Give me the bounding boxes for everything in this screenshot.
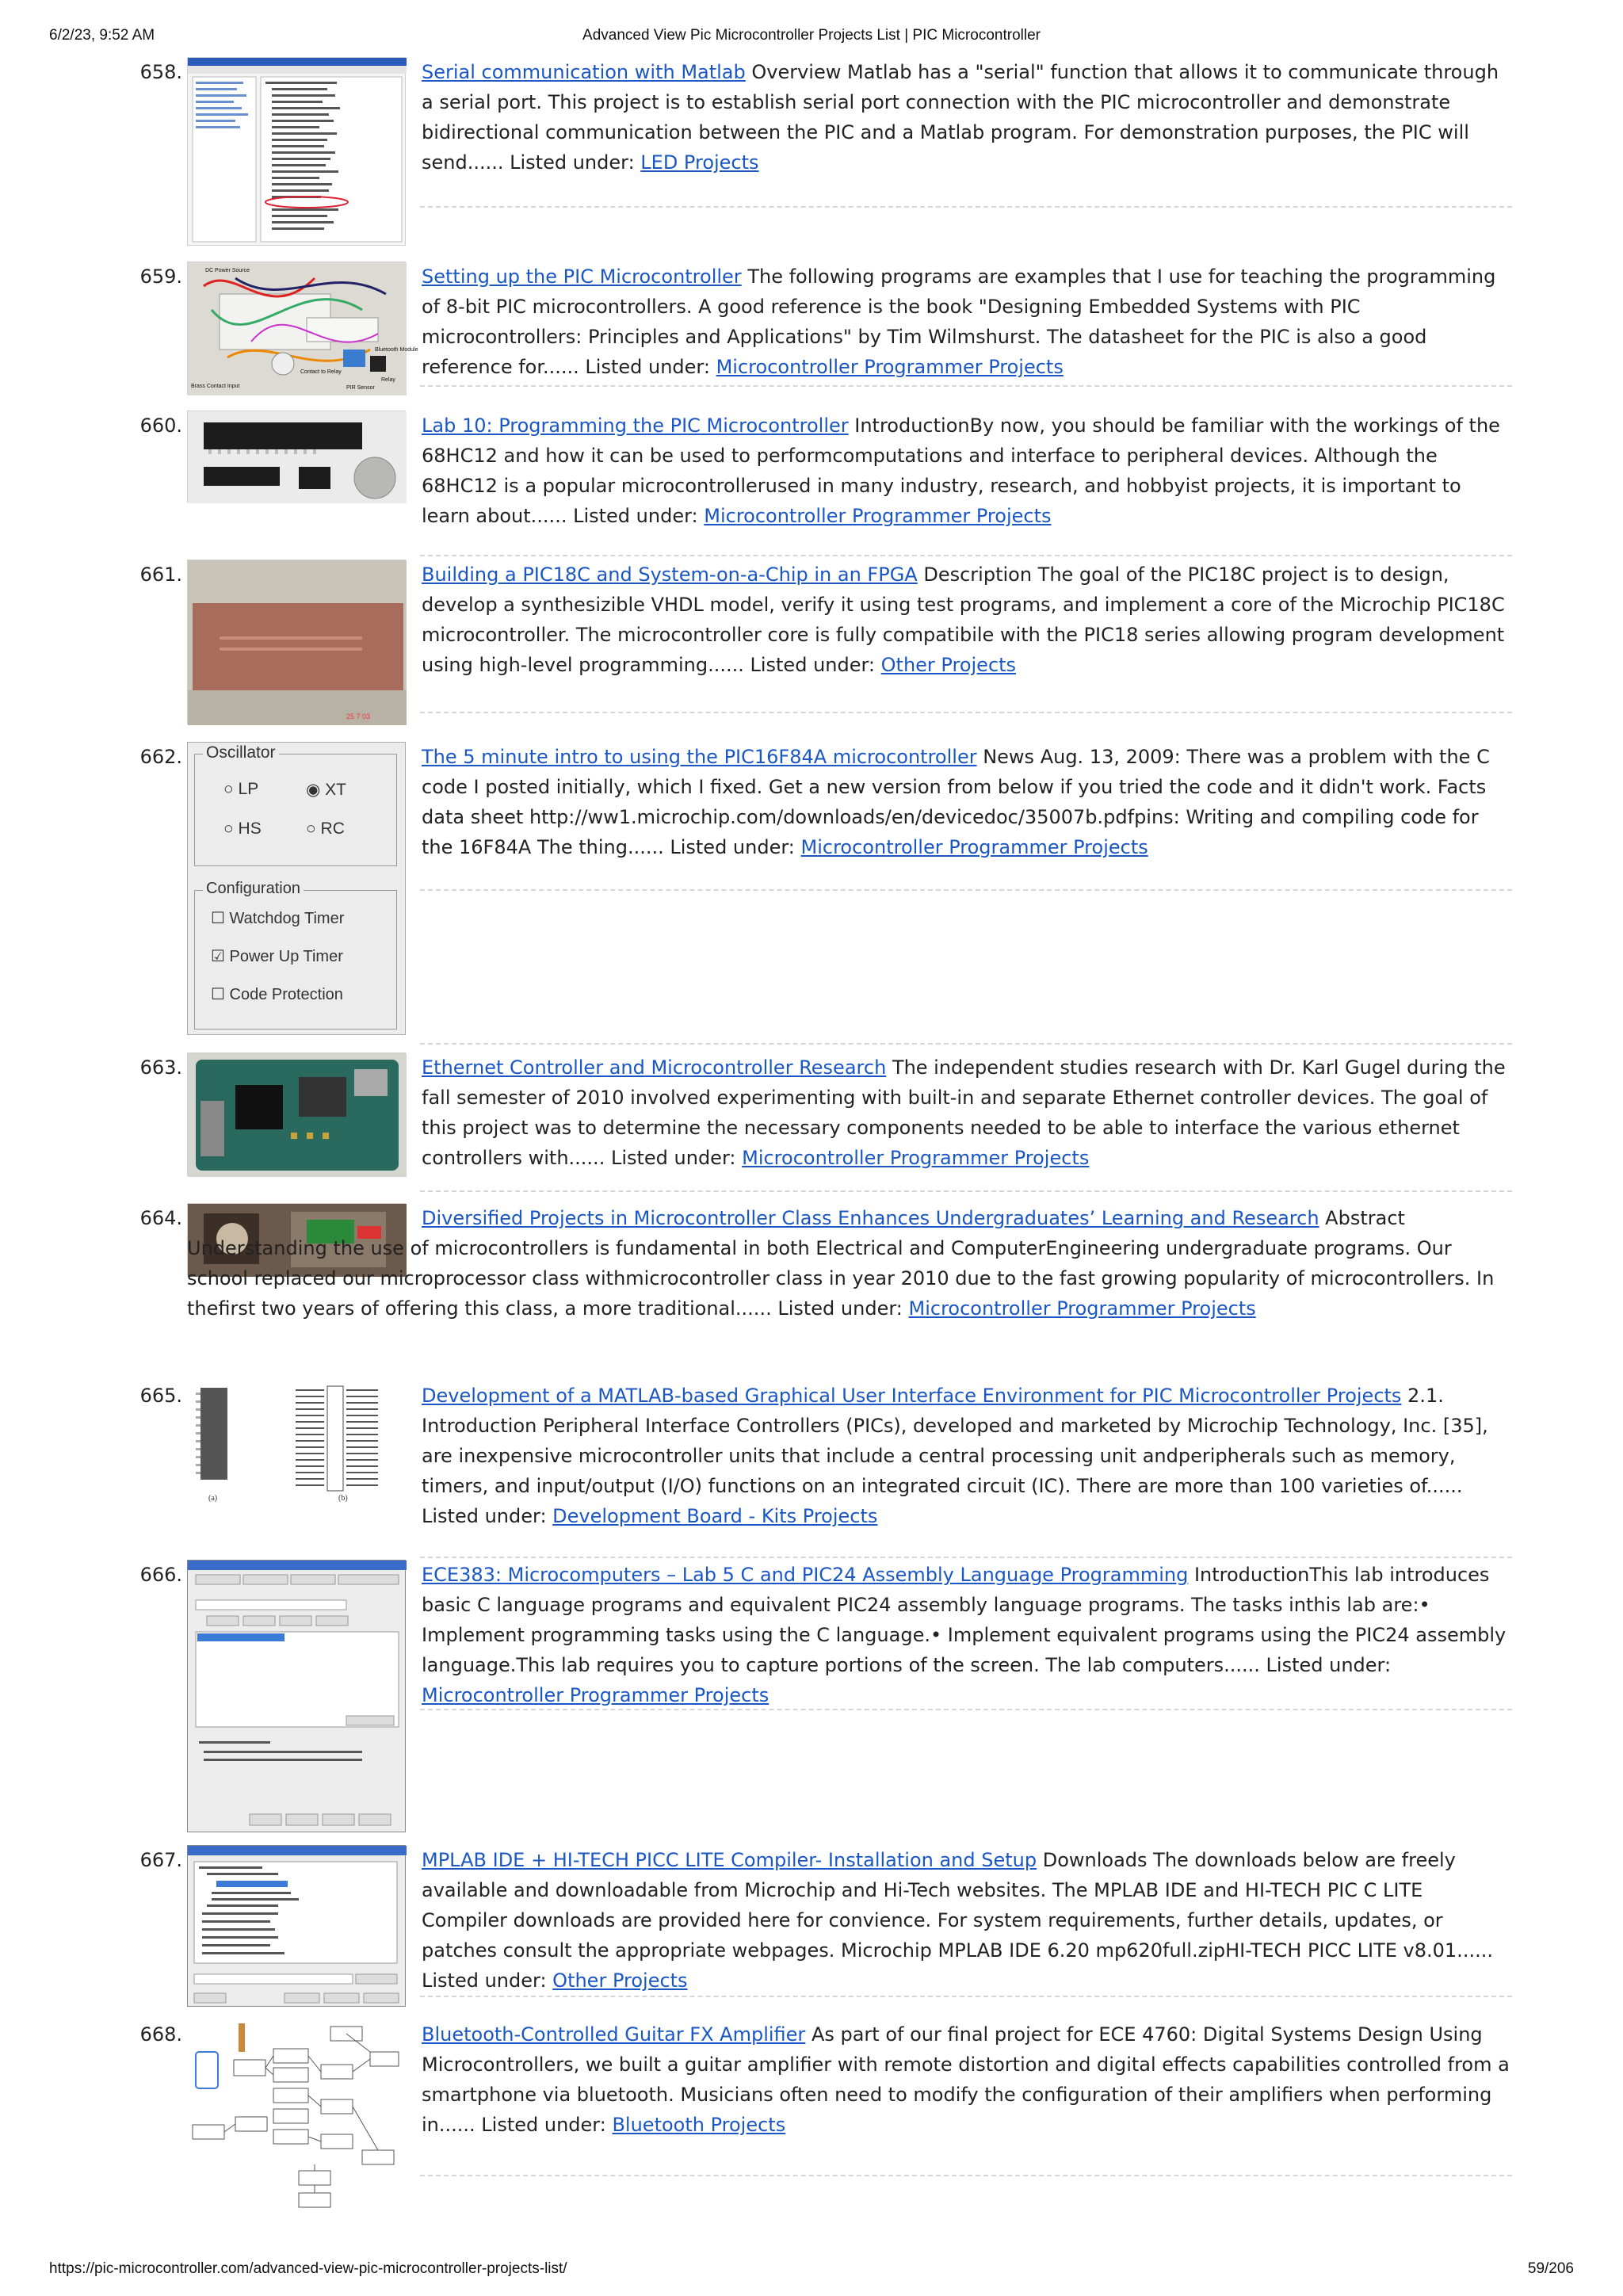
- label-b: (b): [338, 1494, 348, 1503]
- project-thumbnail[interactable]: [187, 57, 406, 246]
- project-thumbnail[interactable]: [187, 1381, 406, 1506]
- project-description: Abstract Understanding the use of microcontrollers is fundamental in both Electrical and ComputerEngineering undergraduate programs. Our school replaced our microprocessor class withmicrocontroller class in year 2010 due to the fast growing popularity of microcontrollers. In thefirst two years of offering this class, a more traditional...... Listed under:: [187, 1207, 1495, 1320]
- build-options-screenshot: [188, 1561, 407, 1833]
- project-thumbnail[interactable]: [187, 262, 418, 395]
- radio-hs[interactable]: ○ HS: [223, 819, 262, 838]
- project-title-link[interactable]: Setting up the PIC Microcontroller: [422, 266, 742, 288]
- entry-number: 659.: [139, 266, 182, 288]
- project-description: The independent studies research with Dr. Karl Gugel during the fall semester of 2010 involved experimenting with built-in and separate Ethernet controller devices. The goal of this project was to determine the necessary components needed to be able to interface the various ethernet controllers with...... Listed under:: [422, 1056, 1506, 1169]
- entry-number: 666.: [139, 1564, 182, 1586]
- oscillator-group: [194, 743, 397, 866]
- project-description: The following programs are examples that I use for teaching the programming of 8-bit PIC microcontrollers. A good reference is the book "Designing Embedded Systems with PIC microcontrollers: Principles and Applications" by Tim Wilmshurst. The datasheet for the PIC is also a good reference for...... Listed under:: [422, 266, 1496, 378]
- entry-divider: [420, 712, 1512, 713]
- category-link[interactable]: Microcontroller Programmer Projects: [800, 836, 1148, 858]
- entry-number: 668.: [139, 2023, 182, 2046]
- category-link[interactable]: Microcontroller Programmer Projects: [704, 505, 1052, 527]
- category-link[interactable]: Microcontroller Programmer Projects: [742, 1147, 1090, 1169]
- oscillator-label: Oscillator: [203, 743, 279, 762]
- entry-number: 660.: [139, 415, 182, 437]
- entry-text: [422, 1381, 1510, 1531]
- entry-text: [422, 411, 1510, 531]
- checkbox-power-up[interactable]: ☑ Power Up Timer: [211, 948, 343, 965]
- pic-chips-photo: [188, 411, 407, 503]
- entry-text: [187, 1203, 1510, 1324]
- entry-divider: [420, 1709, 1512, 1710]
- entry-number: 663.: [139, 1056, 182, 1079]
- category-link[interactable]: Other Projects: [552, 1969, 688, 1992]
- entry-number: 667.: [139, 1849, 182, 1871]
- entry-number: 665.: [139, 1385, 182, 1407]
- project-title-link[interactable]: Serial communication with Matlab: [422, 61, 746, 83]
- svg-text:25 7 03: 25 7 03: [346, 712, 371, 720]
- category-link[interactable]: Development Board - Kits Projects: [552, 1505, 878, 1527]
- entry-text: [422, 742, 1510, 862]
- project-description: Overview Matlab has a "serial" function that allows it to communicate through a serial port. This project is to establish serial port connection with the PIC microcontroller and demonstrate bidirectional communication between the PIC and a Matlab program. For demonstration purposes, the PIC will send...... Listed under:: [422, 61, 1499, 174]
- print-page-title: Advanced View Pic Microcontroller Projects List | PIC Microcontroller: [582, 27, 1041, 44]
- project-description: 2.1. Introduction Peripheral Interface Controllers (PICs), developed and marketed by Microchip Technology, Inc. [35], are inexpensive microcontroller units that include a central processing unit andperipherals such as memory, timers, and input/output (I/O) functions on an integrated circuit (IC). There are more than 100 varieties of...... Listed under:: [422, 1385, 1488, 1527]
- project-title-link[interactable]: Diversified Projects in Microcontroller Class Enhances Undergraduates’ Learning and Research: [422, 1207, 1319, 1229]
- entry-divider: [420, 2175, 1512, 2176]
- configuration-group: [194, 880, 397, 1030]
- entry-divider: [420, 555, 1512, 556]
- language-tool-dialog[interactable]: [187, 1845, 406, 2007]
- category-link[interactable]: Bluetooth Projects: [612, 2114, 786, 2136]
- project-thumbnail[interactable]: [187, 1052, 406, 1176]
- entry-text: [422, 1560, 1510, 1710]
- project-title-link[interactable]: Ethernet Controller and Microcontroller Research: [422, 1056, 887, 1079]
- checkbox-code-protection[interactable]: ☐ Code Protection: [211, 986, 343, 1003]
- label-brass: Brass Contact Input: [191, 384, 240, 389]
- page-url: https://pic-microcontroller.com/advanced-view-pic-microcontroller-projects-list/: [49, 2260, 567, 2277]
- project-title-link[interactable]: MPLAB IDE + HI-TECH PICC LITE Compiler- Installation and Setup: [422, 1849, 1037, 1871]
- label-bluetooth: Bluetooth Module: [375, 347, 418, 353]
- entry-divider: [420, 889, 1512, 891]
- pic-pinout-diagram: [188, 1381, 407, 1507]
- build-options-dialog[interactable]: [187, 1560, 406, 1832]
- breadboard-wiring-photo: [188, 262, 418, 395]
- print-header: [49, 27, 1574, 46]
- label-dc-power: DC Power Source: [205, 268, 250, 273]
- project-title-link[interactable]: Bluetooth-Controlled Guitar FX Amplifier: [422, 2023, 806, 2046]
- entry-divider: [420, 1996, 1512, 1997]
- entry-divider: [187, 1355, 1512, 1357]
- label-pir: PIR Sensor: [346, 385, 375, 391]
- entry-text: [422, 1845, 1510, 1996]
- entry-text: [422, 57, 1510, 178]
- category-link[interactable]: LED Projects: [640, 151, 759, 174]
- project-thumbnail[interactable]: [187, 411, 406, 502]
- entry-text: [422, 2019, 1510, 2140]
- radio-lp[interactable]: ○ LP: [223, 780, 259, 798]
- checkbox-watchdog[interactable]: ☐ Watchdog Timer: [211, 910, 345, 927]
- project-title-link[interactable]: Lab 10: Programming the PIC Microcontroller: [422, 415, 849, 437]
- label-relay: Relay: [381, 377, 395, 383]
- category-link[interactable]: Microcontroller Programmer Projects: [908, 1297, 1256, 1320]
- category-link[interactable]: Microcontroller Programmer Projects: [422, 1684, 769, 1706]
- project-description: News Aug. 13, 2009: There was a problem with the C code I posted initially, which I fixed. Get a new version from below if you tried the code and it didn't work. Facts data sheet http://ww1.microchip.com/downloads/en/devicedoc/35007b.pdfpins: Writing and compiling code for the 16F84A The thing...... Listed under:: [422, 746, 1490, 858]
- entry-number: 662.: [139, 746, 182, 768]
- entry-divider: [420, 206, 1512, 208]
- project-title-link[interactable]: Development of a MATLAB-based Graphical User Interface Environment for PIC Microcontroller Projects: [422, 1385, 1402, 1407]
- language-tool-screenshot: [188, 1846, 407, 2008]
- radio-xt[interactable]: ◉ XT: [306, 781, 347, 799]
- entry-divider: [420, 1043, 1512, 1045]
- project-title-link[interactable]: The 5 minute intro to using the PIC16F84A microcontroller: [422, 746, 977, 768]
- configuration-label: Configuration: [203, 880, 304, 898]
- entry-divider: [420, 1557, 1512, 1558]
- project-description: As part of our final project for ECE 4760: Digital Systems Design Using Microcontrollers, we built a guitar amplifier with remote distortion and digital effects capabilities controlled from a smartphone via bluetooth. Musicians often need to modify the configuration of their amplifiers when performing in...... Listed under:: [422, 2023, 1510, 2136]
- entry-text: [422, 262, 1510, 382]
- entry-number: 658.: [139, 61, 182, 83]
- entry-divider: [420, 385, 1512, 387]
- oscillator-config-dialog[interactable]: [187, 742, 406, 1035]
- ethernet-board-photo: [188, 1053, 407, 1177]
- project-description: Downloads The downloads below are freely available and downloadable from Microchip and Hi-Tech websites. The MPLAB IDE and HI-TECH PIC C LITE Compiler downloads are provided here for convience. For system requirements, further details, updates, or patches consult the appropriate webpages. Microchip MPLAB IDE 6.20 mp620full.zipHI-TECH PICC LITE v8.01...... Listed under:: [422, 1849, 1493, 1992]
- entry-text: [422, 1052, 1510, 1173]
- entry-text: [422, 560, 1510, 680]
- device-manager-screenshot: [188, 58, 407, 246]
- category-link[interactable]: Microcontroller Programmer Projects: [716, 356, 1064, 378]
- label-a: (a): [208, 1494, 218, 1503]
- print-footer: [49, 2260, 1574, 2279]
- entry-number: 664.: [139, 1207, 182, 1229]
- project-title-link[interactable]: ECE383: Microcomputers – Lab 5 C and PIC24 Assembly Language Programming: [422, 1564, 1189, 1586]
- project-title-link[interactable]: Building a PIC18C and System-on-a-Chip in an FPGA: [422, 563, 918, 586]
- print-datetime: 6/2/23, 9:52 AM: [49, 27, 155, 44]
- category-link[interactable]: Other Projects: [880, 654, 1017, 676]
- label-contact: Contact to Relay: [300, 369, 342, 375]
- radio-rc[interactable]: ○ RC: [306, 819, 345, 838]
- project-description: IntroductionThis lab introduces basic C language programs and equivalent PIC24 assembly language programs. The tasks inthis lab are:• Implement programming tasks using the C language.• Implement equivalent programs using the PIC24 assembly language.This lab requires you to capture portions of the screen. The lab computers...... Listed under:: [422, 1564, 1507, 1676]
- project-description: Description The goal of the PIC18C project is to design, develop a synthesizible VHDL model, verify it using test programs, and implement a core of the Microchip PIC18C microcontroller. The microcontroller core is fully compatibile with the PIC18 series allowing program development using high-level programming...... Listed under:: [422, 563, 1505, 676]
- entry-divider: [420, 1190, 1512, 1192]
- block-diagram: [188, 2020, 407, 2214]
- entry-number: 661.: [139, 563, 182, 586]
- project-thumbnail[interactable]: [187, 560, 406, 724]
- led-board-photo: [188, 560, 407, 725]
- page-number: 59/206: [1527, 2260, 1574, 2277]
- project-thumbnail[interactable]: [187, 2019, 406, 2213]
- project-description: IntroductionBy now, you should be familiar with the workings of the 68HC12 and how it can be used to performcomputations and interface to peripheral devices. Although the 68HC12 is a popular microcontrollerused in many industry, research, and hobbyist projects, it is important to learn about...... Listed under:: [422, 415, 1500, 527]
